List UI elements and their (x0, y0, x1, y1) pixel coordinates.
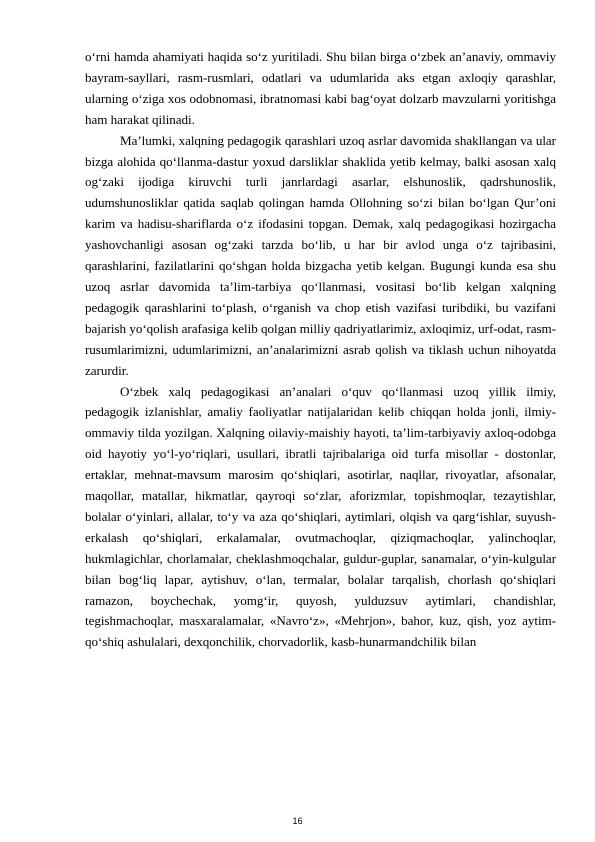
body-text (85, 47, 556, 653)
page-number: 16 (292, 816, 303, 826)
paragraph-textbook-description: O‘zbek xalq pedagogikasi an’analari o‘quv qo‘llanmasi uzoq yillik ilmiy, pedagogik izlanishlar, amaliy faoliyatlar natijalaridan kelib chiqqan holda jonli, ilmiy-ommaviy tilda yozilgan. Xalqning oilaviy-maishiy hayoti, ta’lim-tarbiyaviy axloq-odobga oid hayotiy yo‘l-yo‘riqlari, usullari, ibratli tajribalariga oid turfa misollar - dostonlar, ertaklar, mehnat-mavsum marosim qo‘shiqlari, asotirlar, naqllar, rivoyatlar, afsonalar, maqollar, matallar, hikmatlar, qayroqi so‘zlar, aforizmlar, topishmoqlar, tezaytishlar, bolalar o‘yinlari, allalar, to‘y va aza qo‘shiqlari, aytimlari, olqish va qarg‘ishlar, suyush-erkalash qo‘shiqlari, erkalamalar, ovutmachoqlar, qiziqmachoqlar, yalinchoqlar, hukmlagichlar, chorlamalar, cheklashmoqchalar, guldur-guplar, sanamalar, o‘yin-kulgular bilan bog‘liq lapar, aytishuv, o‘lan, termalar, bolalar tarqalish, chorlash qo‘shiqlari ramazon, boychechak, yomg‘ir, quyosh, yulduzsuv aytimlari, chandishlar, tegishmachoqlar, masxaralamalar, «Navro‘z», «Mehrjon», bahor, kuz, qish, yoz aytim-qo‘shiq ashulalari, dexqonchilik, chorvadorlik, kasb-hunarmandchilik bilan (85, 383, 556, 650)
paragraph-pedagogical-views: Ma’lumki, xalqning pedagogik qarashlari uzoq asrlar davomida shakllangan va ular bizga alohida qo‘llanma-dastur yoxud darsliklar shaklida yetib kelmay, balki asosan xalq og‘zaki ijodiga kiruvchi turli janrlardagi asarlar, elshunoslik, qadrshunoslik, udumshunosliklar qatida saqlab qolingan hamda Ollohning so‘zi bilan bo‘lgan Qur’oni karim va hadisu-shariflarda o‘z ifodasini topgan. Demak, xalq pedagogikasi hozirgacha yashovchanligi asosan og‘zaki tarzda bo‘lib, u har bir avlod unga o‘z tajribasini, qarashlarini, fazilatlarini qo‘shgan holda bizgacha yetib kelgan. Bugungi kunda esa shu uzoq asrlar davomida ta’lim-tarbiya qo‘llanmasi, vositasi bo‘lib kelgan xalqning pedagogik qarashlarini to‘plash, o‘rganish va chop etish vazifasi turibdiki, bu vazifani bajarish yo‘qolish arafasiga kelib qolgan milliy qadriyatlarimiz, axloqimiz, urf-odat, rasm-rusumlarimizni, udumlarimizni, an’analarimizni asrab qolish va tiklash uchun nihoyatda zarurdir. (85, 132, 556, 378)
paragraph-continuation: o‘rni hamda ahamiyati haqida so‘z yuritiladi. Shu bilan birga o‘zbek an’anaviy, ommaviy bayram-sayllari, rasm-rusmlari, odatlari va udumlarida aks etgan axloqiy qarashlar, ularning o‘ziga xos odobnomasi, ibratnomasi kabi bag‘oyat dolzarb mavzularni yoritishga ham harakat qilinadi. (85, 49, 556, 127)
